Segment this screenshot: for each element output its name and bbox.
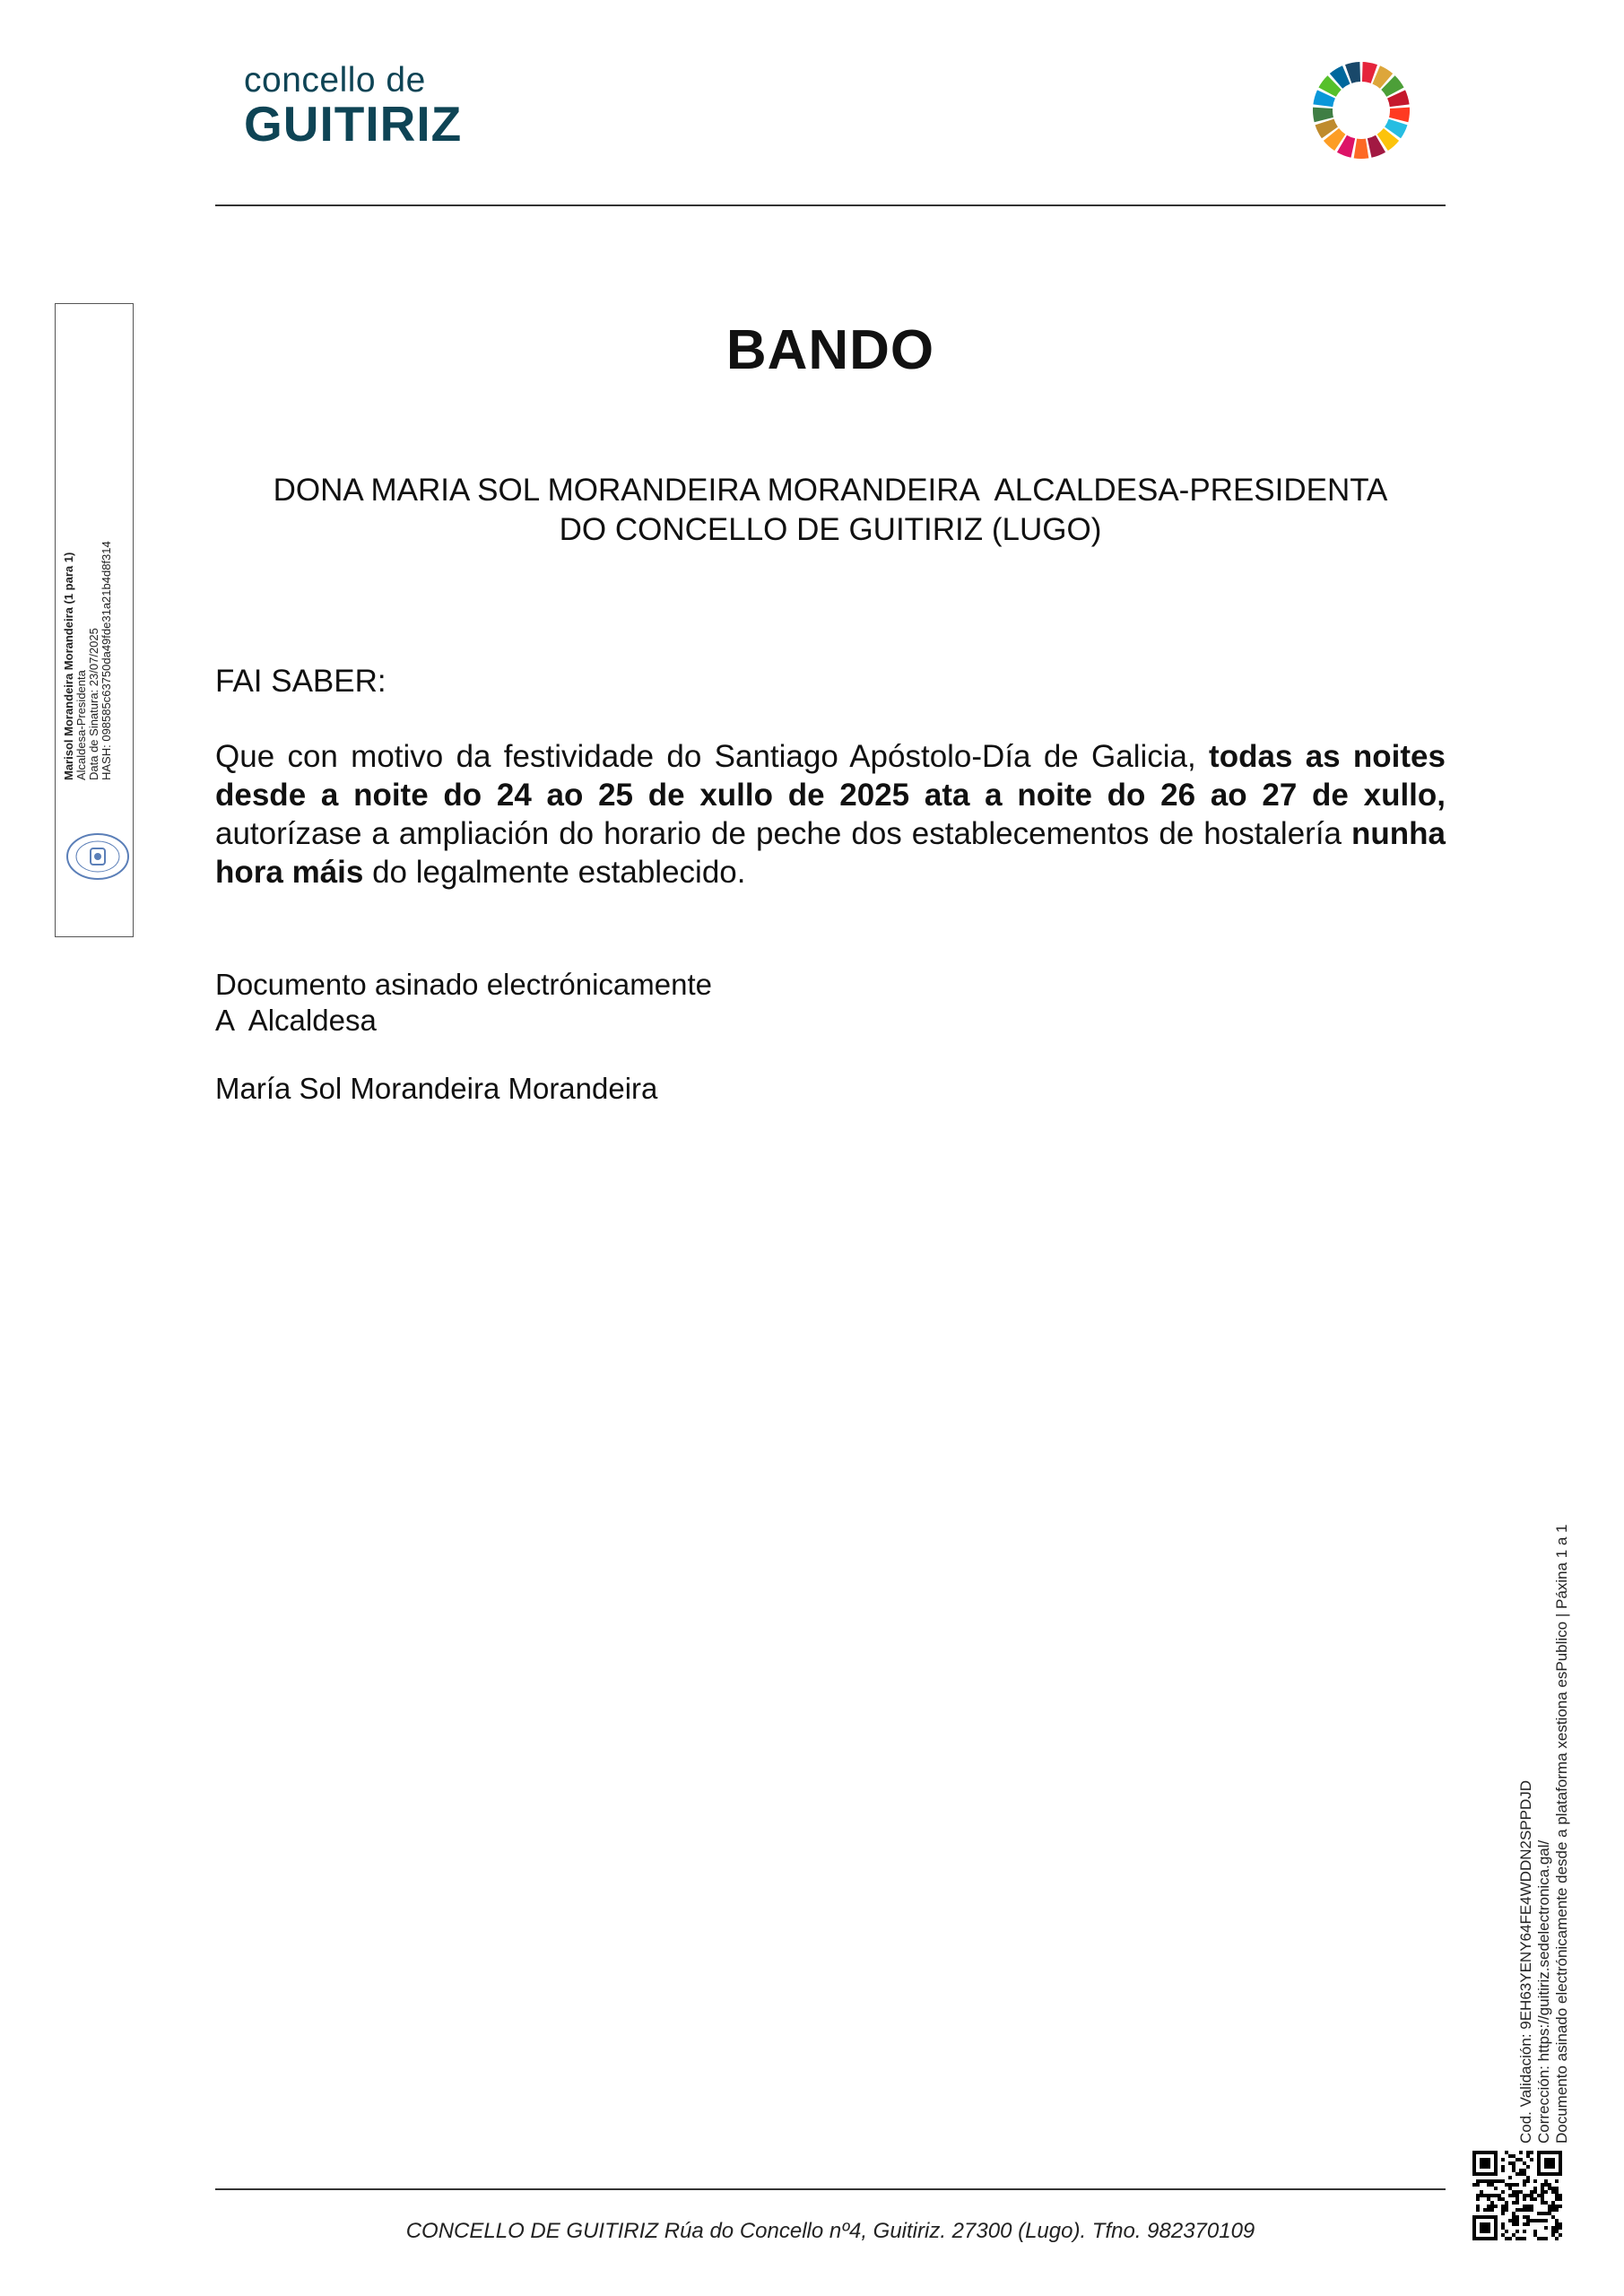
logo-line1: concello de xyxy=(244,61,426,100)
signer-full-name: María Sol Morandeira Morandeira xyxy=(215,1072,658,1105)
footer-divider xyxy=(215,2188,1446,2190)
issuer-line2: DO CONCELLO DE GUITIRIZ (LUGO) xyxy=(559,512,1102,547)
body-bold-hour: nunha hora máis xyxy=(215,816,1446,890)
sdg-segment xyxy=(1313,108,1333,123)
validation-signed-info: Documento asinado electrónicamente desde a plataforma xestiona esPublico | Páxina 1 a 1 xyxy=(1553,1524,1570,2144)
sdg-wheel-icon xyxy=(1311,60,1411,161)
signature-text xyxy=(63,475,113,780)
body-paragraph xyxy=(215,737,1446,891)
signature-hash: HASH: 098585c63750da49fde31a21b4d8f314 xyxy=(100,541,113,780)
concello-seal-icon xyxy=(63,830,133,883)
document-title: BANDO xyxy=(725,319,935,381)
body-bold-dates: todas as noites desde a noite do 24 ao 25 de xullo de 2025 ata a noite do 26 ao 27 de xullo, xyxy=(215,739,1446,813)
issuer-line1: DONA MARIA SOL MORANDEIRA MORANDEIRA ALCALDESA-PRESIDENTA xyxy=(273,473,1388,508)
footer-address: CONCELLO DE GUITIRIZ Rúa do Concello nº4, Guitiriz. 27300 (Lugo). Tfno. 982370109 xyxy=(405,2219,1255,2243)
fai-saber-heading: FAI SABER: xyxy=(215,664,386,699)
qr-code-icon xyxy=(1472,2151,1562,2240)
concello-logo xyxy=(244,61,463,152)
signature-date: Data de Sinatura: 23/07/2025 xyxy=(87,628,100,780)
closing-block xyxy=(215,967,712,1039)
issuer-statement xyxy=(215,471,1446,550)
logo-line2: GUITIRIZ xyxy=(244,96,463,152)
validation-correction: Corrección: https://guitiriz.sedelectronica.gal/ xyxy=(1535,1839,1552,2144)
signer-role: Alcaldesa-Presidenta xyxy=(74,670,88,780)
header-divider xyxy=(215,204,1446,206)
validation-code: Cod. Validación: 9EH63YENY64FE4WDDN2SPPDJD xyxy=(1517,1779,1534,2144)
body-text-1: Que con motivo da festividade do Santiago Apóstolo-Día de Galicia, xyxy=(215,739,1210,774)
closing-line2: A Alcaldesa xyxy=(215,1004,377,1037)
body-text-3: do legalmente establecido. xyxy=(363,855,746,890)
closing-line1: Documento asinado electrónicamente xyxy=(215,968,712,1001)
body-text-2: autorízase a ampliación do horario de peche dos establecementos de hostalería xyxy=(215,816,1352,851)
sdg-segment xyxy=(1354,139,1369,159)
sdg-segment xyxy=(1389,108,1410,123)
validation-info xyxy=(1517,1462,1571,2144)
signer-name: Marisol Morandeira Morandeira (1 para 1) xyxy=(62,552,75,780)
